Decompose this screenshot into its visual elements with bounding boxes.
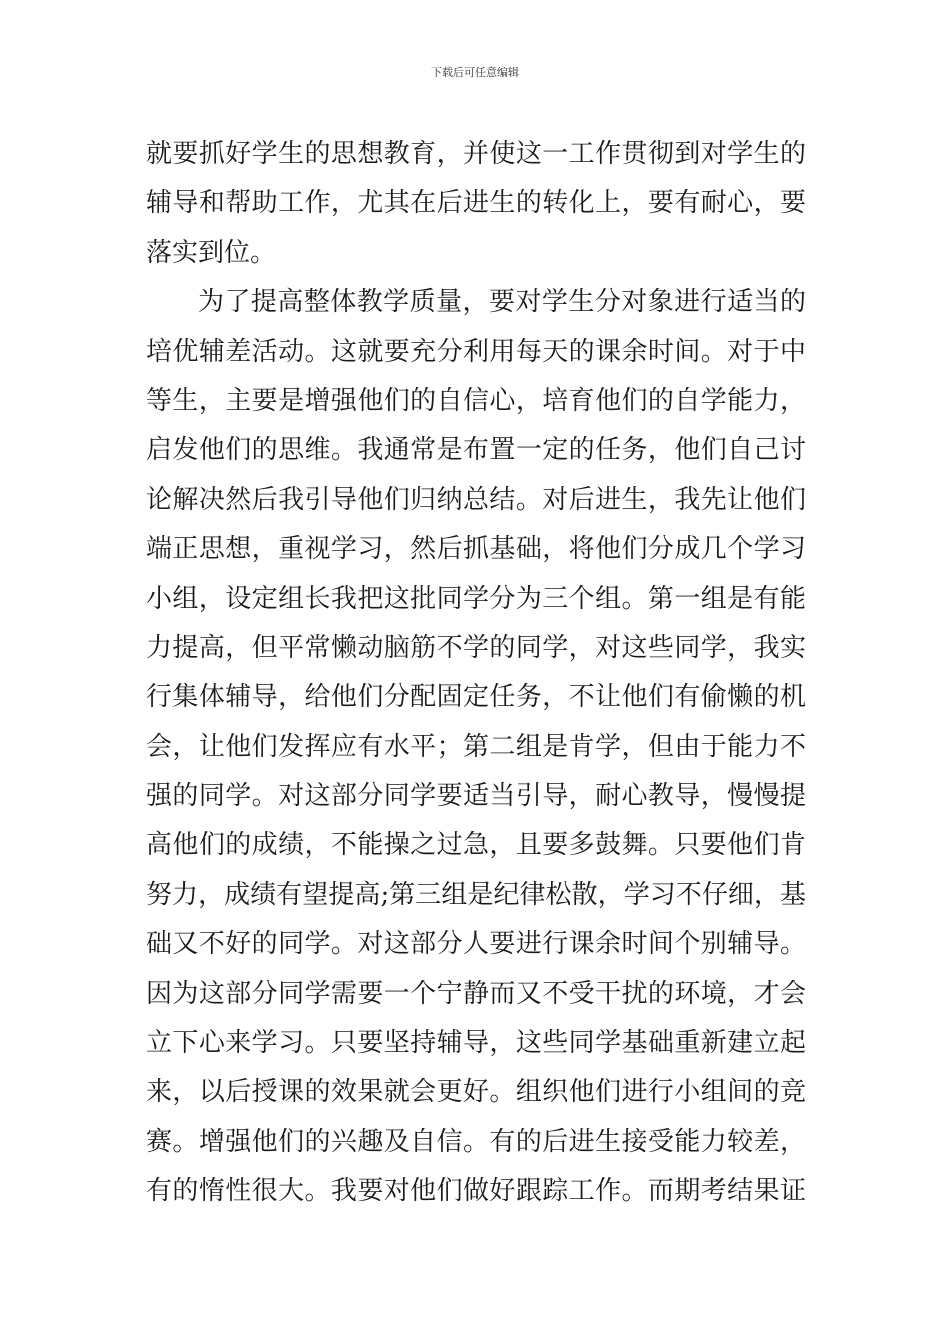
text-line: 端正思想，重视学习，然后抓基础，将他们分成几个学习 (146, 534, 806, 565)
text-line: 为了提高整体教学质量，要对学生分对象进行适当的 (198, 287, 806, 318)
text-line: 有的惰性很大。我要对他们做好跟踪工作。而期考结果证 (146, 1176, 806, 1207)
paragraph-1 (146, 130, 806, 278)
text-line: 强的同学。对这部分同学要适当引导，耐心教导，慢慢提 (146, 781, 806, 812)
text-line: 会，让他们发挥应有水平；第二组是肯学，但由于能力不 (146, 731, 806, 762)
text-line: 小组，设定组长我把这批同学分为三个组。第一组是有能 (146, 583, 806, 614)
paragraph-2 (146, 278, 806, 1216)
text-line: 来，以后授课的效果就会更好。组织他们进行小组间的竞 (146, 1077, 806, 1108)
text-line: 等生，主要是增强他们的自信心，培育他们的自学能力， (146, 385, 806, 416)
text-line: 行集体辅导，给他们分配固定任务，不让他们有偷懒的机 (146, 682, 806, 713)
text-line: 落实到位。 (146, 237, 277, 268)
text-line: 培优辅差活动。这就要充分利用每天的课余时间。对于中 (146, 336, 806, 367)
text-line: 立下心来学习。只要坚持辅导，这些同学基础重新建立起 (146, 1028, 806, 1059)
text-line: 高他们的成绩，不能操之过急，且要多鼓舞。只要他们肯 (146, 830, 806, 861)
text-line: 辅导和帮助工作，尤其在后进生的转化上，要有耐心，要 (146, 188, 806, 219)
text-line: 就要抓好学生的思想教育，并使这一工作贯彻到对学生的 (146, 139, 806, 169)
text-line: 努力，成绩有望提高;第三组是纪律松散，学习不仔细，基 (146, 879, 806, 910)
body-text (146, 130, 806, 1217)
text-line: 因为这部分同学需要一个宁静而又不受干扰的环境，才会 (146, 978, 806, 1009)
header-note: 下载后可任意编辑 (431, 66, 519, 79)
text-line: 论解决然后我引导他们归纳总结。对后进生，我先让他们 (146, 484, 806, 515)
text-line: 赛。增强他们的兴趣及自信。有的后进生接受能力较差， (146, 1126, 806, 1157)
text-line: 础又不好的同学。对这部分人要进行课余时间个别辅导。 (146, 929, 806, 960)
text-line: 力提高，但平常懒动脑筋不学的同学，对这些同学，我实 (146, 632, 806, 663)
text-line: 启发他们的思维。我通常是布置一定的任务，他们自己讨 (146, 435, 806, 466)
